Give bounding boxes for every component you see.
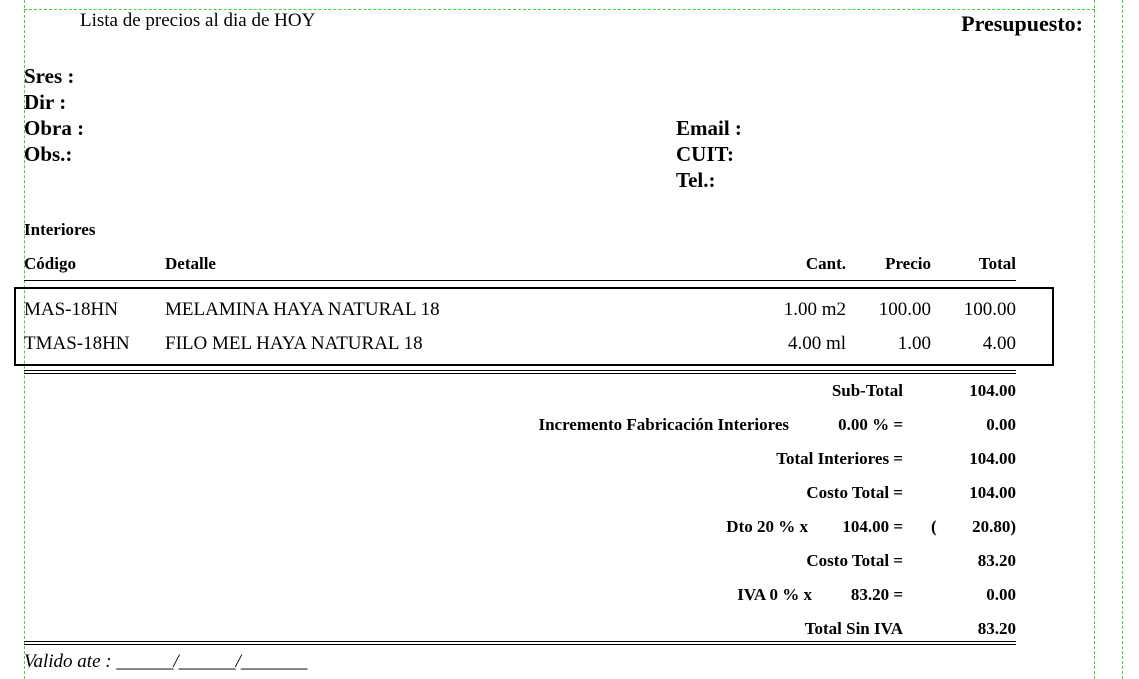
right-margin-guide (1094, 0, 1095, 679)
price-list-subtitle: Lista de precios al dia de HOY (80, 10, 316, 31)
row-detalle: FILO MEL HAYA NATURAL 18 (165, 333, 423, 354)
total-sin-iva-label: Total Sin IVA (804, 619, 903, 638)
subtotal-value: 104.00 (969, 381, 1016, 400)
row-total: 4.00 (982, 333, 1016, 354)
client-cuit-label: CUIT: (676, 142, 734, 166)
iva-value: 0.00 (986, 585, 1016, 604)
client-obs-label: Obs.: (24, 142, 73, 166)
column-header-cant: Cant. (805, 254, 846, 273)
client-dir-label: Dir : (24, 90, 67, 114)
totals-divider-top (24, 370, 1016, 371)
incremento-label: Incremento Fabricación Interiores (538, 415, 789, 434)
iva-base: 83.20 = (850, 585, 903, 604)
costo-total-final-label: Costo Total = (806, 551, 903, 570)
column-header-detalle: Detalle (165, 254, 216, 273)
descuento-open-paren: ( (931, 517, 937, 536)
header-divider (24, 280, 1016, 281)
row-cant: 4.00 ml (787, 333, 846, 354)
costo-total-value: 104.00 (969, 483, 1016, 502)
row-codigo: TMAS-18HN (24, 333, 130, 354)
totals-divider-bottom (24, 373, 1016, 374)
descuento-base: 104.00 = (842, 517, 903, 536)
incremento-percent: 0.00 % = (838, 415, 903, 434)
costo-total-final-value: 83.20 (977, 551, 1016, 570)
iva-label: IVA 0 % x (737, 585, 812, 604)
validity-line: Valido ate : ______/______/_______ (24, 651, 308, 672)
total-interiores-label: Total Interiores = (776, 449, 903, 468)
row-precio: 100.00 (878, 299, 931, 320)
client-tel-label: Tel.: (676, 168, 716, 192)
client-sres-label: Sres : (24, 64, 75, 88)
row-total: 100.00 (963, 299, 1016, 320)
document-type-title: Presupuesto: (961, 11, 1083, 36)
subtotal-label: Sub-Total (831, 381, 903, 400)
column-header-codigo: Código (24, 254, 76, 273)
column-header-total: Total (978, 254, 1016, 273)
row-detalle: MELAMINA HAYA NATURAL 18 (165, 299, 440, 320)
column-header-precio: Precio (885, 254, 931, 273)
section-title: Interiores (24, 220, 96, 239)
footer-divider-top (24, 641, 1016, 642)
page-edge-guide (1122, 0, 1123, 679)
row-codigo: MAS-18HN (24, 299, 118, 320)
client-obra-label: Obra : (24, 116, 85, 140)
descuento-label: Dto 20 % x (726, 517, 808, 536)
total-sin-iva-value: 83.20 (977, 619, 1016, 638)
total-interiores-value: 104.00 (969, 449, 1016, 468)
row-cant: 1.00 m2 (783, 299, 846, 320)
footer-divider-bottom (24, 644, 1016, 645)
descuento-value: 20.80) (972, 517, 1016, 536)
client-email-label: Email : (676, 116, 742, 140)
costo-total-label: Costo Total = (806, 483, 903, 502)
incremento-value: 0.00 (986, 415, 1016, 434)
row-precio: 1.00 (897, 333, 931, 354)
